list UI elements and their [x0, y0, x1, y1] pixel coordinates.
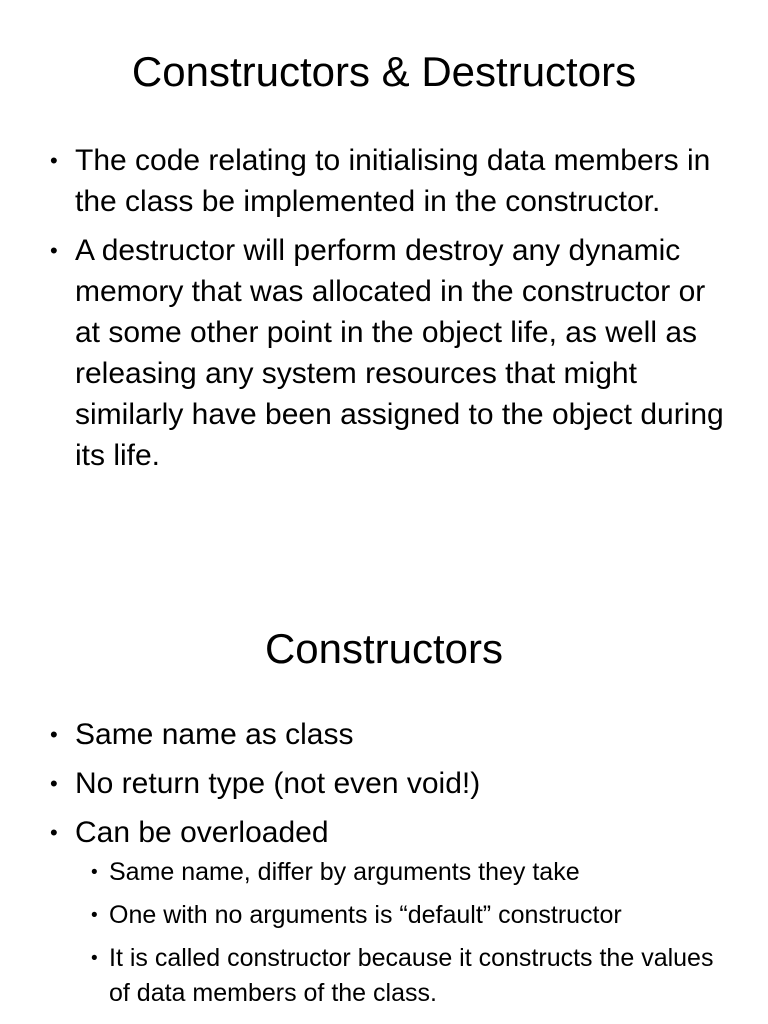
bullet-text: Can be overloaded — [75, 816, 329, 849]
bullet-list — [48, 140, 728, 484]
sub-bullet-item: • It is called constructor because it constructs the values of data members of the class. — [90, 941, 728, 1011]
bullet-list — [48, 714, 728, 1019]
slide-constructors — [0, 590, 768, 1024]
bullet-item: • The code relating to initialising data members in the class be implemented in the constructor. — [48, 140, 728, 222]
sub-bullet-list — [90, 855, 728, 1011]
bullet-item: • A destructor will perform destroy any dynamic memory that was allocated in the constructor or at some other point in the object life, as well as releasing any system resources that might similarly have been assigned to the object during its life. — [48, 230, 728, 476]
sub-bullet-item: • Same name, differ by arguments they take — [90, 855, 728, 890]
slide-title: Constructors & Destructors — [131, 48, 637, 95]
bullet-item-with-sublist — [48, 812, 728, 1011]
sub-bullet-item: • One with no arguments is “default” constructor — [90, 898, 728, 933]
bullet-item: • No return type (not even void!) — [48, 763, 728, 804]
bullet-item: • Same name as class — [48, 714, 728, 755]
slide-title: Constructors — [264, 625, 504, 672]
